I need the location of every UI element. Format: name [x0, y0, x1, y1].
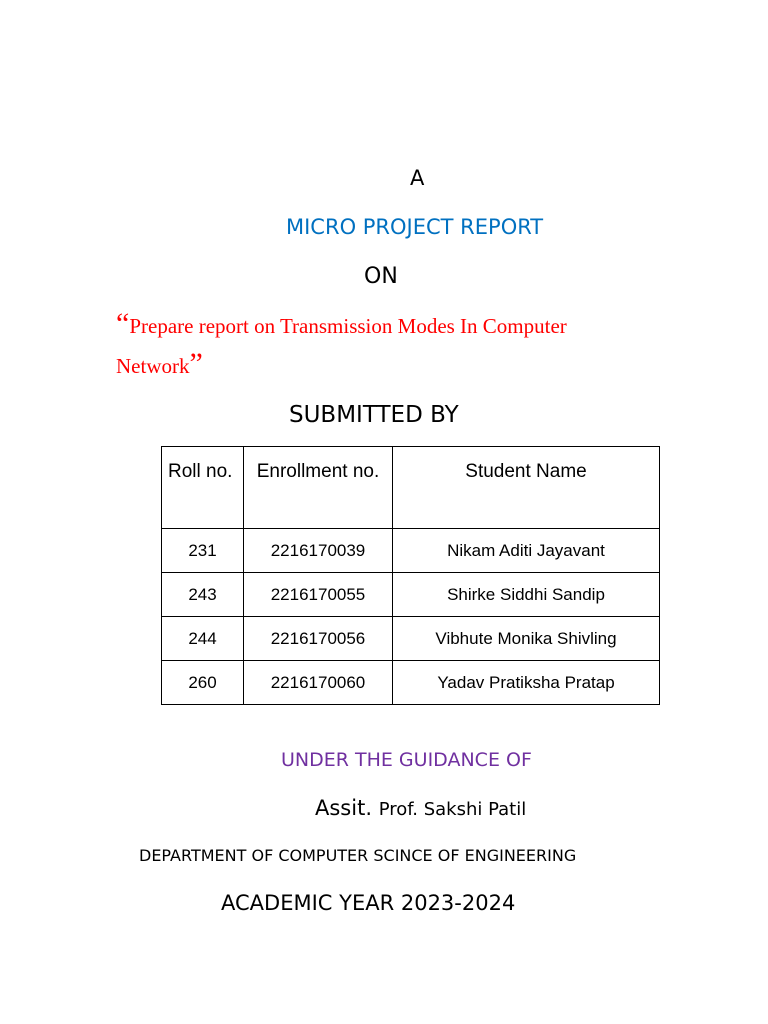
students-table [161, 446, 660, 705]
submitted-by-heading: SUBMITTED BY [289, 402, 459, 428]
cell-student-name: Yadav Pratiksha Pratap [393, 661, 660, 705]
table-header-row [162, 447, 660, 529]
table-row [162, 529, 660, 573]
open-quote-mark: “ [116, 307, 130, 340]
cell-student-name: Nikam Aditi Jayavant [393, 529, 660, 573]
cell-student-name: Shirke Siddhi Sandip [393, 573, 660, 617]
cell-enrollment: 2216170039 [244, 529, 393, 573]
guide-prefix: Assit. [315, 796, 372, 820]
project-topic [116, 306, 656, 386]
guidance-heading: UNDER THE GUIDANCE OF [281, 749, 532, 771]
header-enrollment-no: Enrollment no. [244, 447, 393, 529]
cell-enrollment: 2216170056 [244, 617, 393, 661]
project-topic-text: Prepare report on Transmission Modes In Computer Network [116, 314, 567, 378]
header-student-name: Student Name [393, 447, 660, 529]
table-row [162, 573, 660, 617]
table-row [162, 617, 660, 661]
academic-year: ACADEMIC YEAR 2023-2024 [221, 891, 516, 915]
cell-roll: 243 [162, 573, 244, 617]
cell-student-name: Vibhute Monika Shivling [393, 617, 660, 661]
cell-enrollment: 2216170055 [244, 573, 393, 617]
cell-roll: 260 [162, 661, 244, 705]
cell-roll: 244 [162, 617, 244, 661]
header-roll-no: Roll no. [162, 447, 244, 529]
department-line: DEPARTMENT OF COMPUTER SCINCE OF ENGINEERING [139, 846, 577, 865]
guide-name: Prof. Sakshi Patil [378, 799, 527, 820]
cell-enrollment: 2216170060 [244, 661, 393, 705]
cell-roll: 231 [162, 529, 244, 573]
guide-line [315, 796, 526, 820]
cover-letter-a: A [410, 166, 425, 190]
report-title: MICRO PROJECT REPORT [286, 215, 544, 239]
cover-on: ON [364, 264, 398, 289]
close-quote-mark: ” [189, 347, 203, 380]
table-row [162, 661, 660, 705]
